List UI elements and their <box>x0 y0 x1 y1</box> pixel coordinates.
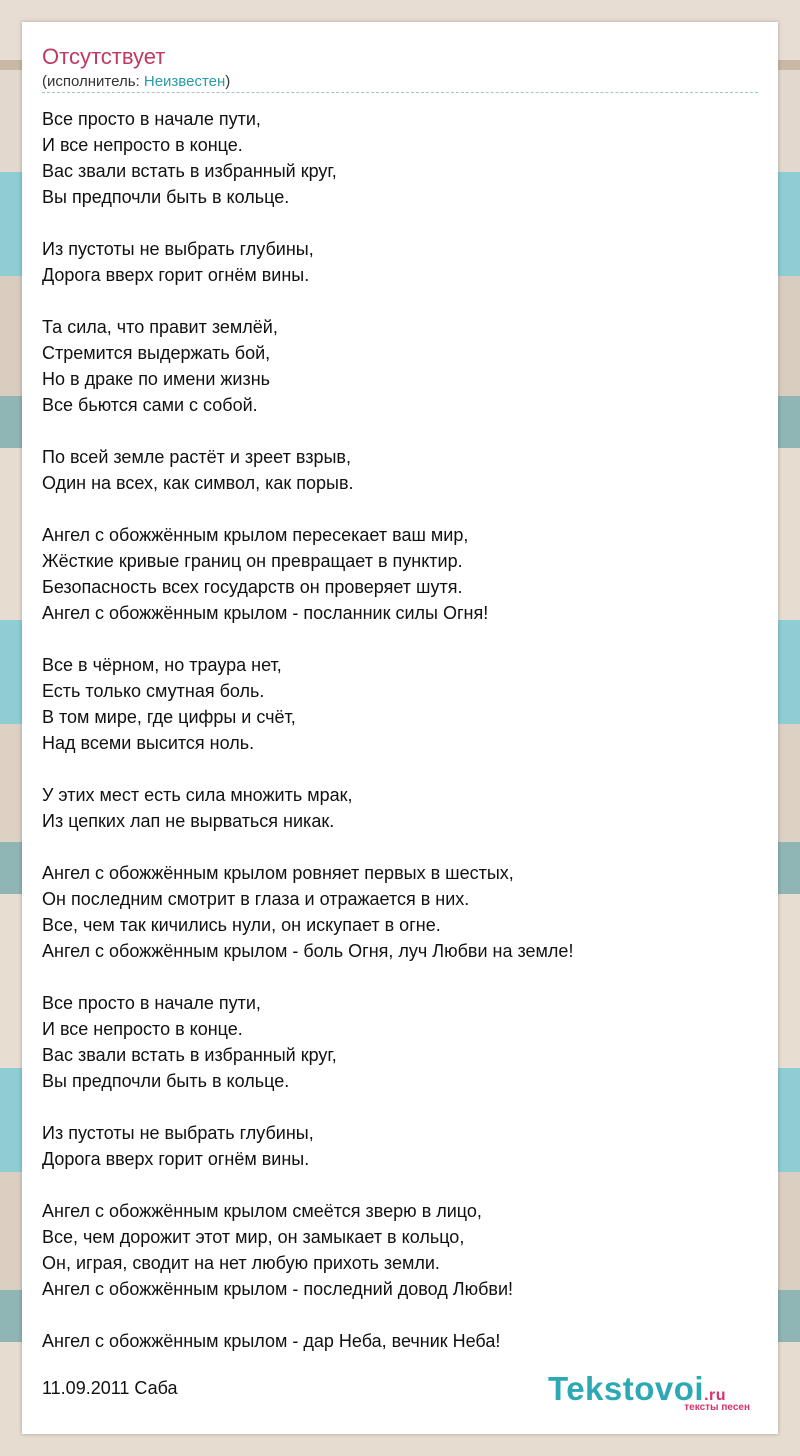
stanza-gap <box>42 1302 758 1328</box>
lyrics-text <box>42 106 758 1354</box>
lyric-line: Ангел с обожжённым крылом ровняет первых в шестых, <box>42 863 514 883</box>
logo-name: Tekstovoi <box>548 1370 705 1407</box>
lyric-line: Та сила, что правит землёй, <box>42 317 278 337</box>
lyric-line: В том мире, где цифры и счёт, <box>42 707 296 727</box>
lyric-line: Все, чем дорожит этот мир, он замыкает в кольцо, <box>42 1227 465 1247</box>
lyric-line: Ангел с обожжённым крылом - боль Огня, луч Любви на земле! <box>42 941 574 961</box>
lyric-line: Ангел с обожжённым крылом - дар Неба, вечник Неба! <box>42 1331 501 1351</box>
song-title: Отсутствует <box>42 44 166 69</box>
lyric-line: Один на всех, как символ, как порыв. <box>42 473 354 493</box>
lyric-line: По всей земле растёт и зреет взрыв, <box>42 447 351 467</box>
stanza-gap <box>42 1094 758 1120</box>
stanza-gap <box>42 626 758 652</box>
title-divider <box>42 92 758 93</box>
performer-suffix: ) <box>225 73 231 90</box>
stanza-gap <box>42 834 758 860</box>
lyric-line: Все просто в начале пути, <box>42 993 261 1013</box>
lyric-line: Безопасность всех государств он проверяет шутя. <box>42 577 463 597</box>
lyric-line: Из пустоты не выбрать глубины, <box>42 1123 314 1143</box>
lyric-line: Дорога вверх горит огнём вины. <box>42 1149 310 1169</box>
performer-line <box>42 73 230 90</box>
lyric-line: Вас звали встать в избранный круг, <box>42 161 337 181</box>
lyric-line: Он последним смотрит в глаза и отражается в них. <box>42 889 470 909</box>
lyrics-card <box>22 22 778 1434</box>
lyric-line: Вы предпочли быть в кольце. <box>42 1071 290 1091</box>
lyric-line: Ангел с обожжённым крылом смеётся зверю в лицо, <box>42 1201 482 1221</box>
lyric-line: И все непросто в конце. <box>42 135 243 155</box>
lyric-line: Но в драке по имени жизнь <box>42 369 271 389</box>
artist-link[interactable]: Неизвестен <box>143 73 226 90</box>
lyric-line: Все, чем так кичились нули, он искупает в огне. <box>42 915 441 935</box>
lyric-line: Все в чёрном, но траура нет, <box>42 655 282 675</box>
stanza-gap <box>42 496 758 522</box>
stanza-gap <box>42 288 758 314</box>
lyric-line: Над всеми высится ноль. <box>42 733 255 753</box>
stanza-gap <box>42 756 758 782</box>
lyric-line: Все бьются сами с собой. <box>42 395 258 415</box>
lyric-line: Вы предпочли быть в кольце. <box>42 187 290 207</box>
lyric-line: Все просто в начале пути, <box>42 109 261 129</box>
lyric-line: Стремится выдержать бой, <box>42 343 271 363</box>
stanza-gap <box>42 210 758 236</box>
lyric-line: Ангел с обожжённым крылом пересекает ваш мир, <box>42 525 469 545</box>
performer-prefix: (исполнитель: <box>42 73 144 90</box>
lyric-line: Он, играя, сводит на нет любую прихоть земли. <box>42 1253 440 1273</box>
lyrics-date-note: 11.09.2011 Саба <box>42 1378 178 1398</box>
logo-tld: .ru <box>704 1387 727 1404</box>
stanza-gap <box>42 418 758 444</box>
lyric-line: Есть только смутная боль. <box>42 681 265 701</box>
lyric-line: Ангел с обожжённым крылом - последний довод Любви! <box>42 1279 514 1299</box>
lyric-line: У этих мест есть сила множить мрак, <box>42 785 353 805</box>
lyric-line: Жёсткие кривые границ он превращает в пунктир. <box>42 551 463 571</box>
lyric-line: Ангел с обожжённым крылом - посланник силы Огня! <box>42 603 489 623</box>
logo-tagline: тексты песен <box>684 1402 750 1413</box>
lyric-line: Вас звали встать в избранный круг, <box>42 1045 337 1065</box>
lyric-line: И все непросто в конце. <box>42 1019 243 1039</box>
stanza-gap <box>42 964 758 990</box>
lyric-line: Дорога вверх горит огнём вины. <box>42 265 310 285</box>
site-logo[interactable] <box>548 1370 758 1414</box>
lyric-line: Из цепких лап не вырваться никак. <box>42 811 335 831</box>
stanza-gap <box>42 1172 758 1198</box>
lyric-line: Из пустоты не выбрать глубины, <box>42 239 314 259</box>
